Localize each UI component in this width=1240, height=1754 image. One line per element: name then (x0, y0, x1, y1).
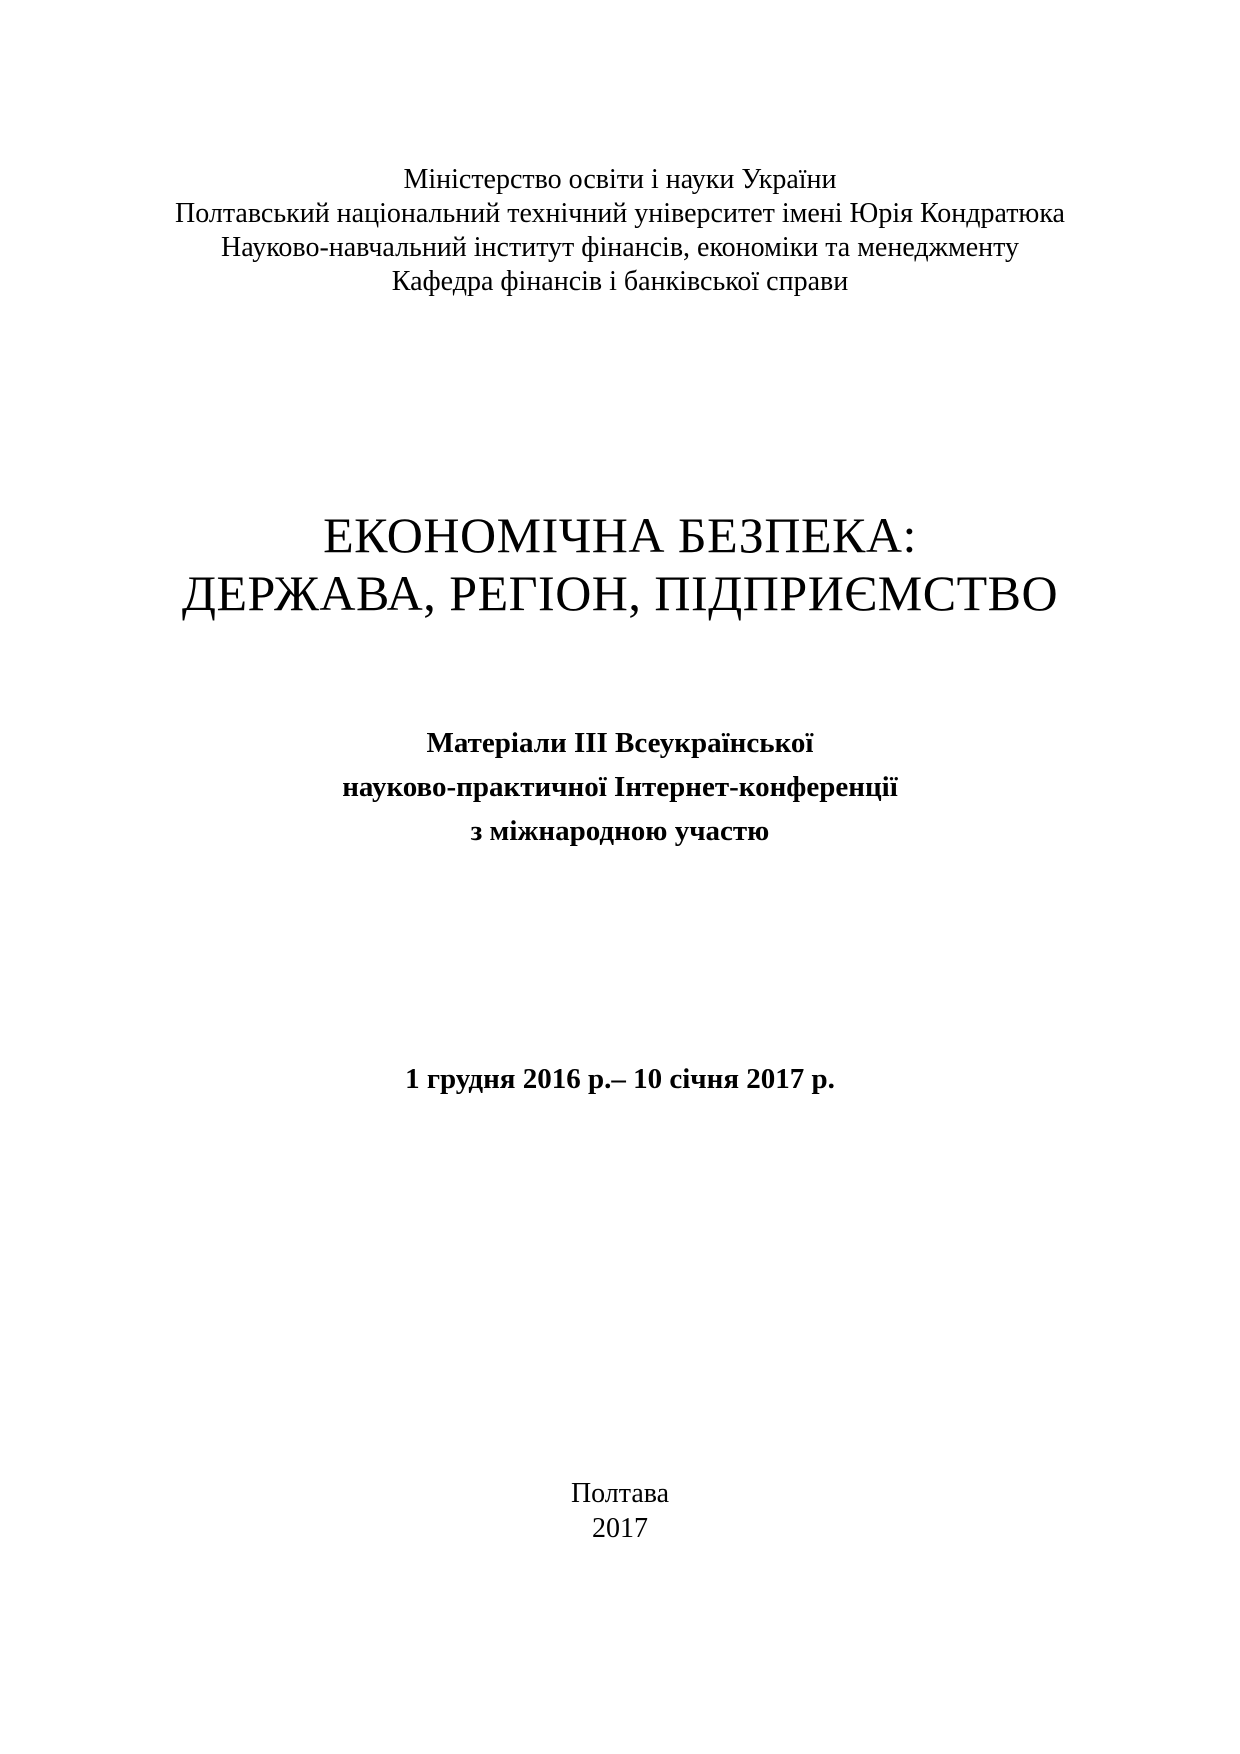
institute-name: Науково-навчальний інститут фінансів, економіки та менеджменту (221, 232, 1019, 263)
conference-description (0, 721, 1240, 853)
title-line-2: ДЕРЖАВА, РЕГІОН, ПІДПРИЄМСТВО (181, 565, 1059, 621)
publication-year: 2017 (592, 1513, 648, 1544)
department-name: Кафедра фінансів і банківської справи (391, 266, 849, 297)
subtitle-line-3: з міжнародною участю (470, 815, 770, 847)
document-title (0, 506, 1240, 622)
university-name: Полтавський національний технічний університет імені Юрія Кондратюка (175, 198, 1065, 229)
publication-imprint (0, 1476, 1240, 1546)
subtitle-line-1: Матеріали ІІІ Всеукраїнської (426, 727, 814, 759)
title-line-1: ЕКОНОМІЧНА БЕЗПЕКА: (323, 507, 917, 563)
dates-text: 1 грудня 2016 р.– 10 січня 2017 р. (405, 1063, 835, 1095)
publication-city: Полтава (570, 1478, 670, 1509)
ministry-name: Міністерство освіти і науки України (403, 164, 837, 195)
subtitle-line-2: науково-практичної Інтернет-конференції (342, 771, 898, 803)
institution-header (0, 163, 1240, 299)
conference-dates (0, 1061, 1240, 1097)
